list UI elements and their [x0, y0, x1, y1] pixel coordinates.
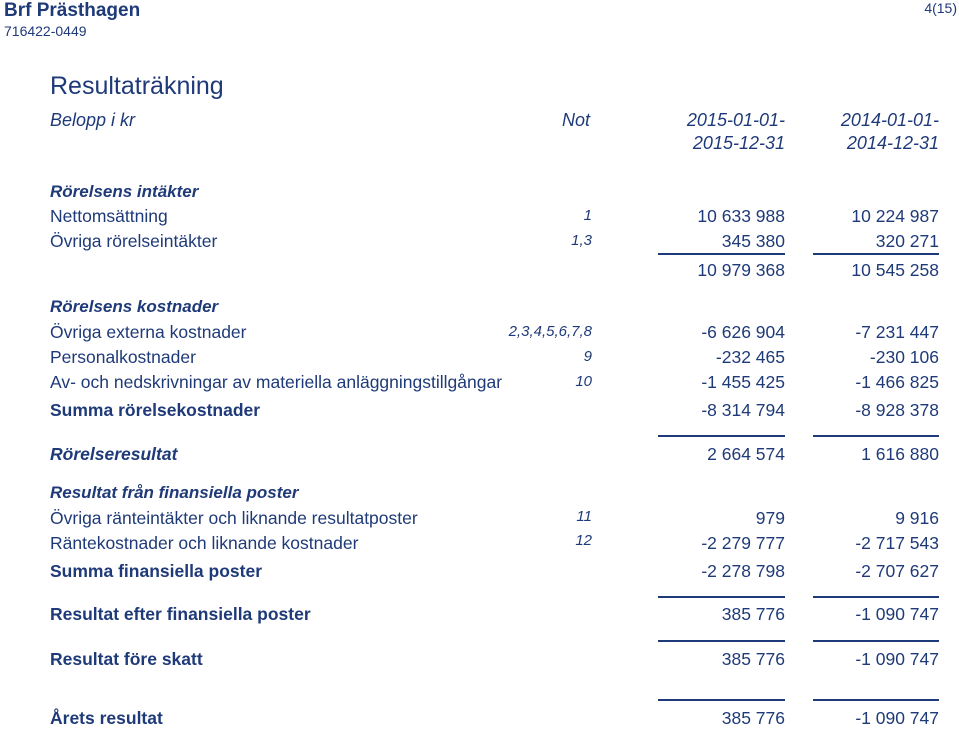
row-note-net-sales: 1 [583, 207, 592, 224]
row-label-result-after-financial: Resultat efter finansiella poster [50, 604, 311, 624]
row-value-2014-operating-result: 1 616 880 [861, 444, 939, 464]
sum-rule-2014 [813, 435, 939, 437]
row-value-2014-interest-income: 9 916 [895, 508, 939, 528]
row-label-total-financial: Summa finansiella poster [50, 561, 263, 581]
row-note-interest-income: 11 [576, 508, 592, 525]
row-label-interest-income: Övriga ränteintäkter och liknande resultatposter [50, 508, 418, 528]
amount-unit-header: Belopp i kr [50, 110, 136, 130]
period2-header-end: 2014-12-31 [846, 133, 939, 153]
row-note-personnel-costs: 9 [583, 348, 592, 365]
sum-rule-2015 [658, 435, 785, 437]
row-label-total-expenses: Summa rörelsekostnader [50, 400, 261, 420]
row-value-2014-result-after-financial: -1 090 747 [855, 604, 939, 624]
row-value-2015-personnel-costs: -232 465 [715, 347, 785, 367]
row-value-2015-net-sales: 10 633 988 [697, 206, 785, 226]
row-value-2015-result-before-tax: 385 776 [721, 649, 785, 669]
sum-rule-2014 [813, 699, 939, 701]
row-value-2014-net-sales: 10 224 987 [851, 206, 939, 226]
row-value-2014-interest-expenses: -2 717 543 [855, 533, 939, 553]
note-column-header: Not [562, 110, 591, 130]
period2-header-start: 2014-01-01- [840, 110, 939, 130]
row-value-2015-other-revenue: 345 380 [721, 231, 785, 251]
row-label-result-before-tax: Resultat före skatt [50, 649, 203, 669]
row-value-2015-interest-expenses: -2 279 777 [701, 533, 785, 553]
row-value-2014-other-revenue: 320 271 [875, 231, 939, 251]
row-value-2015-depreciation: -1 455 425 [701, 372, 785, 392]
row-value-2014-net-result: -1 090 747 [855, 708, 939, 728]
sum-rule-2015 [658, 640, 785, 642]
row-value-2014-depreciation: -1 466 825 [855, 372, 939, 392]
row-note-external-costs: 2,3,4,5,6,7,8 [508, 323, 592, 340]
org-number: 716422-0449 [4, 23, 87, 39]
section-heading-expenses: Rörelsens kostnader [50, 297, 219, 316]
row-note-other-revenue: 1,3 [571, 232, 592, 249]
period1-header-end: 2015-12-31 [692, 133, 785, 153]
row-value-2015-interest-income: 979 [755, 508, 785, 528]
row-note-interest-expenses: 12 [575, 532, 592, 549]
row-value-2014-external-costs: -7 231 447 [855, 322, 939, 342]
row-label-depreciation: Av- och nedskrivningar av materiella anläggningstillgångar [50, 372, 503, 392]
section-heading-financial: Resultat från finansiella poster [50, 483, 299, 502]
row-value-2015-operating-result: 2 664 574 [707, 444, 785, 464]
row-label-net-sales: Nettomsättning [50, 206, 168, 226]
row-note-depreciation: 10 [575, 373, 592, 390]
row-label-personnel-costs: Personalkostnader [50, 347, 196, 367]
company-name: Brf Prästhagen [4, 0, 141, 21]
row-value-2015-external-costs: -6 626 904 [701, 322, 785, 342]
sum-rule-2014 [813, 640, 939, 642]
row-value-2014-revenue-total: 10 545 258 [851, 260, 939, 280]
section-heading-revenue: Rörelsens intäkter [50, 182, 199, 201]
page-number: 4(15) [924, 0, 957, 16]
sum-rule-2014 [813, 253, 939, 255]
row-label-other-revenue: Övriga rörelseintäkter [50, 231, 218, 251]
row-label-net-result: Årets resultat [50, 708, 163, 728]
row-label-interest-expenses: Räntekostnader och liknande kostnader [50, 533, 359, 553]
page-title: Resultaträkning [50, 72, 224, 100]
row-value-2014-result-before-tax: -1 090 747 [855, 649, 939, 669]
sum-rule-2014 [813, 596, 939, 598]
row-value-2014-total-expenses: -8 928 378 [855, 400, 939, 420]
row-value-2015-result-after-financial: 385 776 [721, 604, 785, 624]
row-label-external-costs: Övriga externa kostnader [50, 322, 247, 342]
sum-rule-2015 [658, 253, 785, 255]
row-value-2015-net-result: 385 776 [721, 708, 785, 728]
row-value-2014-total-financial: -2 707 627 [855, 561, 939, 581]
period1-header-start: 2015-01-01- [686, 110, 785, 130]
row-label-operating-result: Rörelseresultat [50, 444, 178, 464]
row-value-2015-total-financial: -2 278 798 [701, 561, 785, 581]
row-value-2015-total-expenses: -8 314 794 [701, 400, 785, 420]
row-value-2014-personnel-costs: -230 106 [869, 347, 939, 367]
sum-rule-2015 [658, 596, 785, 598]
sum-rule-2015 [658, 699, 785, 701]
row-value-2015-revenue-total: 10 979 368 [697, 260, 785, 280]
